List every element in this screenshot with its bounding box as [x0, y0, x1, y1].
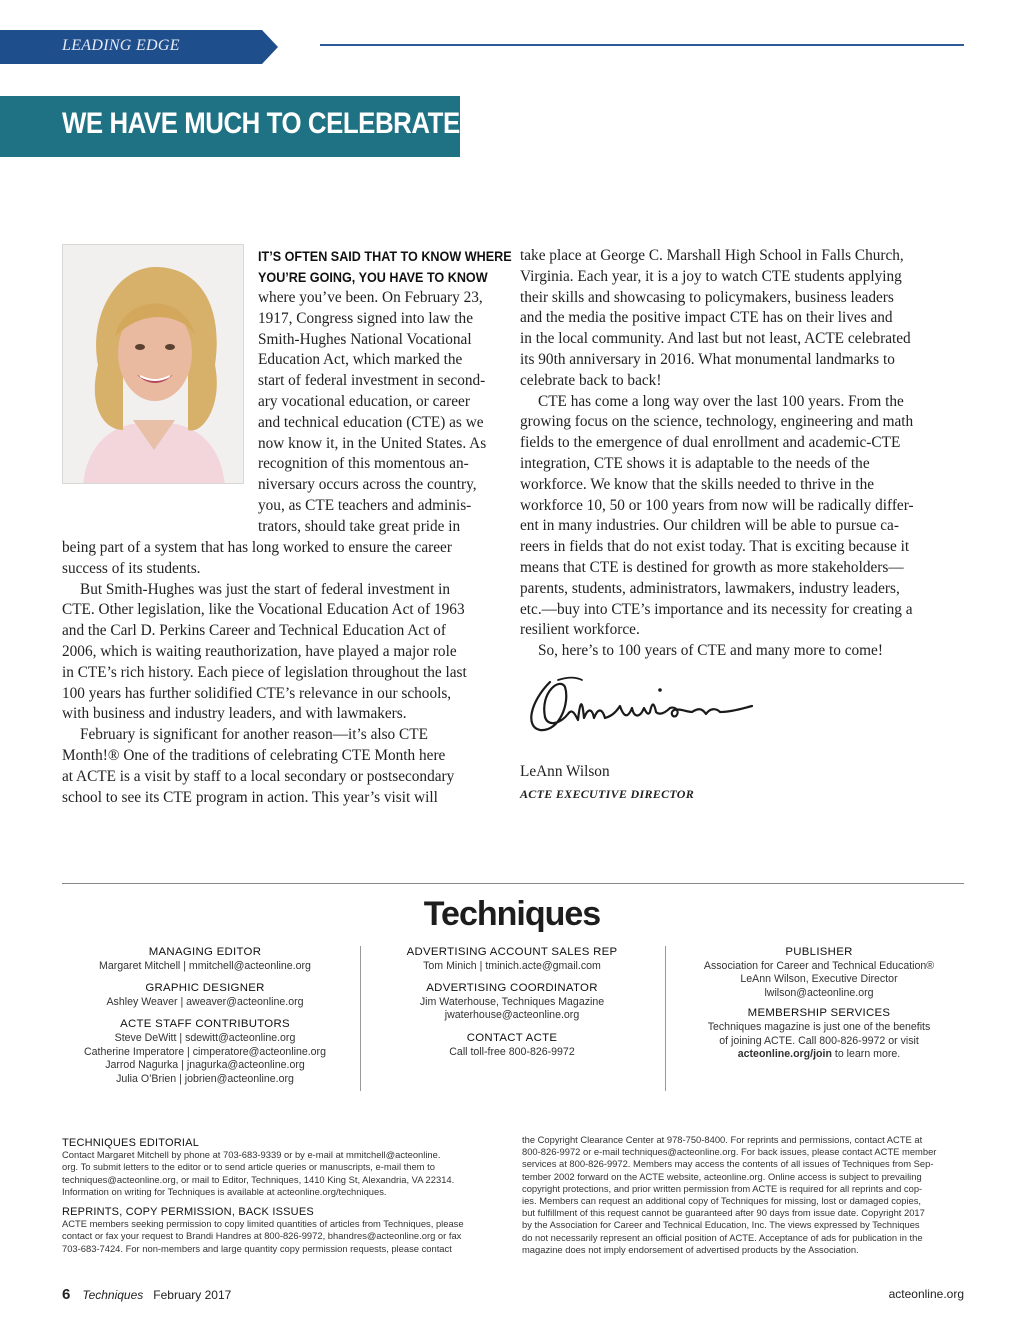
section-label: LEADING EDGE: [62, 37, 180, 54]
fineprint-line: Information on writing for Techniques is available at acteonline.org/techniques.: [62, 1185, 387, 1197]
masthead-divider: [360, 946, 361, 1091]
body-line: success of its students.: [62, 559, 201, 577]
body-line: Month!® One of the traditions of celebrating CTE Month here: [62, 746, 446, 764]
masthead-col-2: [370, 946, 654, 1059]
body-line: in CTE’s rich history. Each piece of legislation throughout the last: [62, 663, 467, 681]
masthead-line: Catherine Imperatore | cimperatore@acteonline.org: [84, 1045, 326, 1058]
masthead-heading: ACTE STAFF CONTRIBUTORS: [120, 1018, 290, 1031]
masthead-line: Jim Waterhouse, Techniques Magazine: [419, 995, 605, 1008]
body-line: ent in many industries. Our children will be able to pursue ca-: [520, 517, 899, 535]
masthead-line: Tom Minich | tminich.acte@gmail.com: [423, 959, 601, 972]
masthead-heading: PUBLISHER: [785, 946, 853, 958]
fineprint-left: [62, 1137, 502, 1255]
page-footer-left: [62, 1286, 231, 1303]
body-line: in the local community. And last but not least, ACTE celebrated: [520, 330, 911, 348]
masthead-line: Jarrod Nagurka | jnagurka@acteonline.org: [105, 1059, 305, 1072]
lead-in: [258, 246, 510, 288]
body-line: with business and industry leaders, and with lawmakers.: [62, 705, 407, 723]
masthead-line: Ashley Weaver | aweaver@acteonline.org: [106, 995, 304, 1008]
masthead-line: Techniques magazine is just one of the benefits: [707, 1020, 931, 1033]
body-line: start of federal investment in second-: [258, 372, 486, 390]
masthead-line: jwaterhouse@acteonline.org: [444, 1009, 580, 1022]
masthead-col-3: [676, 946, 962, 1062]
body-line: February is significant for another reason—it’s also CTE: [80, 726, 428, 744]
right-column: [520, 246, 914, 662]
body-line: Smith-Hughes National Vocational: [258, 330, 472, 348]
body-line: 2006, which is waiting reauthorization, have played a major role: [62, 642, 457, 660]
left-column-bottom: [62, 538, 467, 808]
fineprint-line: Contact Margaret Mitchell by phone at 703-683-9339 or by e-mail at mmitchell@acteonline.: [62, 1149, 441, 1161]
masthead-line: of joining ACTE. Call 800-826-9972 or visit: [719, 1034, 919, 1047]
membership-tail: to learn more.: [831, 1048, 901, 1061]
masthead-line: lwilson@acteonline.org: [764, 986, 874, 999]
fineprint-line: contact or fax your request to Brandi Handres at 800-826-9972, bhandres@acteonline.org or fax: [62, 1230, 462, 1242]
masthead-heading: MANAGING EDITOR: [148, 946, 262, 958]
page-number: 6: [62, 1286, 71, 1303]
body-line: you, as CTE teachers and adminis-: [258, 496, 472, 514]
masthead-divider: [665, 946, 666, 1091]
body-line: parents, students, administrators, lawmakers, industry leaders,: [520, 579, 900, 597]
body-line: growing focus on the science, technology, engineering and math: [520, 413, 914, 431]
body-line: ary vocational education, or career: [258, 392, 470, 410]
signature-name: LeAnn Wilson: [520, 763, 610, 780]
masthead-heading: CONTACT ACTE: [466, 1031, 558, 1044]
fineprint-line: 703-683-7424. For non-members and large quantity copy permission requests, please contact: [62, 1242, 452, 1254]
body-line: 1917, Congress signed into law the: [258, 309, 473, 327]
editorial-heading: TECHNIQUES EDITORIAL: [62, 1137, 200, 1149]
fineprint-line: techniques@acteonline.org, or mail to Editor, Techniques, 1410 King St, Alexandria, VA 22314.: [62, 1173, 455, 1185]
body-line: niversary occurs across the country,: [258, 476, 477, 494]
body-line: trators, should take great pride in: [258, 517, 461, 535]
body-line: and the media the positive impact CTE has on their lives and: [520, 309, 893, 327]
body-line: workforce. We know that the skills needed to thrive in the: [520, 475, 875, 493]
masthead-line: Julia O’Brien | jobrien@acteonline.org: [116, 1072, 294, 1085]
body-line: CTE has come a long way over the last 100 years. From the: [538, 392, 904, 410]
lead-in-line: IT’S OFTEN SAID THAT TO KNOW WHERE: [258, 248, 512, 264]
footer-date: February 2017: [153, 1288, 232, 1302]
body-line: and the Carl D. Perkins Career and Technical Education Act of: [62, 622, 446, 640]
membership-link-line: [676, 1048, 962, 1062]
left-column-top: [258, 288, 486, 538]
reprints-heading: REPRINTS, COPY PERMISSION, BACK ISSUES: [62, 1206, 314, 1219]
fineprint-right: [522, 1134, 964, 1256]
fineprint-line: but fulfillment of this request cannot be guaranteed after 90 days from issue date. Copyright 2017: [522, 1207, 925, 1219]
title-bar: [0, 96, 468, 157]
masthead-heading: ADVERTISING COORDINATOR: [426, 982, 598, 995]
fineprint-line: do not necessarily represent an official position of ACTE. Acceptance of ads for publication in the: [522, 1231, 923, 1243]
body-line: etc.—buy into CTE’s importance and its necessity for creating a: [520, 600, 913, 618]
body-line: means that CTE is destined for growth as more stakeholders—: [520, 558, 904, 576]
footer-magazine: Techniques: [82, 1288, 144, 1302]
author-photo: [62, 244, 244, 484]
fineprint-line: by the Association for Career and Technical Education, Inc. The views expressed by Techniques: [522, 1219, 920, 1231]
body-line: where you’ve been. On February 23,: [258, 289, 483, 306]
body-line: But Smith-Hughes was just the start of federal investment in: [80, 580, 451, 598]
masthead-line: Margaret Mitchell | mmitchell@acteonline.org: [99, 959, 311, 972]
masthead-heading: ADVERTISING ACCOUNT SALES REP: [406, 946, 618, 958]
techniques-logo: Techniques: [423, 895, 601, 933]
fineprint-line: the Copyright Clearance Center at 978-750-8400. For reprints and permissions, contact ACTE at: [522, 1134, 923, 1145]
fineprint-line: ACTE members seeking permission to copy limited quantities of articles from Techniques, please: [62, 1218, 464, 1230]
body-line: Education Act, which marked the: [258, 351, 463, 369]
body-line: celebrate back to back!: [520, 371, 662, 389]
body-line: and technical education (CTE) as we: [258, 413, 484, 431]
body-line: now know it, in the United States. As: [258, 434, 487, 452]
fineprint-line: tember 2002 forward on the ACTE website, acteonline.org. Online access is subject to prevailing: [522, 1170, 922, 1182]
body-line: fields to the emergence of dual enrollment and academic-CTE: [520, 434, 901, 452]
section-tab: [0, 30, 278, 64]
body-line: So, here’s to 100 years of CTE and many more to come!: [538, 642, 883, 660]
body-line: school to see its CTE program in action. This year’s visit will: [62, 788, 438, 806]
body-line: recognition of this momentous an-: [258, 455, 469, 473]
body-line: 100 years has further solidified CTE’s relevance in our schools,: [62, 684, 452, 702]
lead-in-line: YOU’RE GOING, YOU HAVE TO KNOW: [258, 269, 488, 285]
page-title: WE HAVE MUCH TO CELEBRATE!: [62, 107, 468, 140]
fineprint-line: ies. Members can request an additional copy of Techniques for missing, lost or damaged copies,: [522, 1195, 921, 1207]
body-line: integration, CTE shows it is adaptable to the needs of the: [520, 454, 870, 472]
fineprint-line: copyright protections, and prior written permission from ACTE is required for all reprints and cop-: [522, 1182, 923, 1194]
body-line: take place at George C. Marshall High School in Falls Church,: [520, 247, 904, 264]
body-line: reers in fields that do not exist today. That is exciting because it: [520, 538, 910, 556]
body-line: Virginia. Each year, it is a joy to watch CTE students applying: [520, 267, 902, 285]
fineprint-line: org. To submit letters to the editor or to send article queries or manuscripts, e-mail them to: [62, 1161, 435, 1173]
fineprint-line: services at 800-826-9972. Members may access the contents of all issues of Techniques from Sep-: [522, 1158, 934, 1170]
body-line: workforce 10, 50 or 100 years from now will be radically differ-: [520, 496, 914, 514]
masthead-line: Call toll-free 800-826-9972: [449, 1045, 575, 1058]
masthead-heading: GRAPHIC DESIGNER: [145, 982, 265, 995]
body-line: its 90th anniversary in 2016. What monumental landmarks to: [520, 350, 895, 368]
header-rule: [320, 44, 964, 46]
fineprint-line: 800-826-9972 or e-mail techniques@acteonline.org. For back issues, please contact ACTE member: [522, 1146, 937, 1158]
body-line: their skills and showcasing to policymakers, business leaders: [520, 288, 894, 306]
body-line: resilient workforce.: [520, 621, 640, 639]
fineprint-line: magazine does not imply endorsement of advertised products by the Association.: [522, 1243, 859, 1255]
signature-title: ACTE EXECUTIVE DIRECTOR: [520, 787, 695, 801]
masthead-rule: [62, 883, 964, 884]
footer-site[interactable]: acteonline.org: [888, 1287, 964, 1301]
masthead-line: Association for Career and Technical Education®: [703, 959, 935, 972]
masthead-heading: MEMBERSHIP SERVICES: [747, 1007, 891, 1020]
body-line: being part of a system that has long worked to ensure the career: [62, 539, 452, 556]
signature: [520, 672, 770, 746]
membership-link[interactable]: acteonline.org/join: [737, 1048, 832, 1061]
masthead-line: Steve DeWitt | sdewitt@acteonline.org: [114, 1031, 296, 1044]
masthead-line: LeAnn Wilson, Executive Director: [740, 973, 898, 986]
body-line: CTE. Other legislation, like the Vocational Education Act of 1963: [62, 601, 465, 619]
masthead-col-1: [62, 946, 348, 1086]
body-line: at ACTE is a visit by staff to a local secondary or postsecondary: [62, 767, 455, 785]
